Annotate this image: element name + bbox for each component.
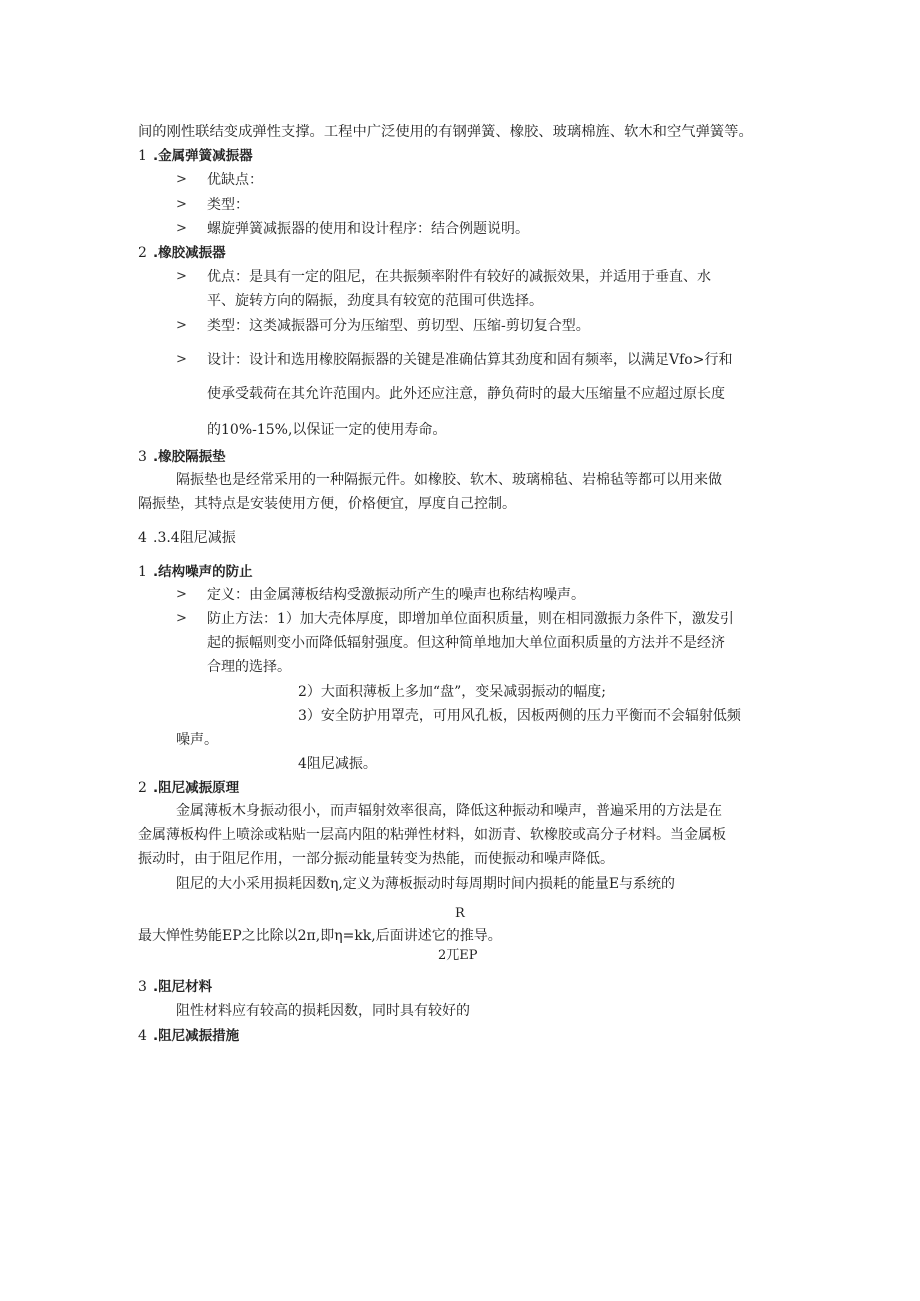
sub1-method4: 4阻尼减振。 (298, 756, 377, 772)
sec1-title: .金属弹簧减振器 (153, 148, 253, 164)
sub2-para1-line3: 振动时，由于阻尼作用，一部分振动能量转变为热能，而使振动和噪声降低。 (138, 851, 614, 867)
sub3-number: 3 (138, 979, 147, 995)
sec2-item1-line1: 优点：是具有一定的阻尼，在共振频率附件有较好的减振效果，并适用于垂直、水 (207, 269, 711, 285)
sec1-item: 优缺点： (207, 172, 263, 188)
bullet-icon: > (176, 269, 187, 284)
sub2-para2-line1: 阻尼的大小采用损耗因数η,定义为薄板振动时每周期时间内损耗的能量E与系统的 (176, 876, 676, 892)
sec2-item2: 类型：这类减振器可分为压缩型、剪切型、压缩-剪切复合型。 (207, 318, 590, 334)
bullet-icon: > (176, 318, 187, 333)
sec2-title: .橡胶减振器 (153, 245, 226, 261)
sub1-item2-line3: 合理的选择。 (207, 659, 291, 675)
sub1-method3-line1: 3）安全防护用罩壳，可用风孔板，因板两侧的压力平衡而不会辐射低频 (298, 708, 741, 724)
sub2-para2-line2: 最大惮性势能EP之比除以2π,即η=kk,后面讲述它的推导。 (138, 928, 502, 944)
sub3-para: 阻性材料应有较高的损耗因数，同时具有较好的 (176, 1003, 470, 1019)
sec2-item3-line3: 的10%-15%,以保证一定的使用寿命。 (207, 422, 447, 438)
sec1-item: 类型： (207, 197, 249, 213)
bullet-icon: > (176, 172, 187, 187)
sub1-item2-line1: 防止方法：1）加大壳体厚度，即增加单位面积质量，则在相同激振力条件下，激发引 (207, 611, 734, 627)
sec4-number: 4 (138, 530, 147, 546)
bullet-icon: > (176, 221, 187, 236)
intro-line: 间的刚性联结变成弹性支撑。工程中广泛使用的有钢弹簧、橡胶、玻璃棉旌、软木和空气弹簧等。 (138, 124, 753, 140)
sub1-item2-line2: 起的振幅则变小而降低辐射强度。但这种简单地加大单位面积质量的方法并不是经济 (207, 635, 725, 651)
sec1-number: 1 (138, 148, 147, 164)
sec4-title: .3.4阻尼减振 (153, 530, 236, 546)
sec2-item3-line2: 使承受载荷在其允许范围内。此外还应注意，静负荷时的最大压缩量不应超过原长度 (207, 386, 725, 402)
sec1-item: 螺旋弹簧减振器的使用和设计程序：结合例题说明。 (207, 221, 529, 237)
sec3-number: 3 (138, 449, 147, 465)
sub1-item1: 定义：由金属薄板结构受激振动所产生的噪声也称结构噪声。 (207, 587, 585, 603)
bullet-icon: > (176, 611, 187, 626)
sec3-para-line1: 隔振垫也是经常采用的一种隔振元件。如橡胶、软木、玻璃棉毡、岩棉毡等都可以用来做 (176, 472, 722, 488)
bullet-icon: > (176, 197, 187, 212)
sub1-method3-line2: 噪声。 (176, 732, 218, 748)
sub2-title: .阻尼减振原理 (153, 780, 240, 796)
sub2-para1-line1: 金属薄板木身振动很小，而声辐射效率很高，降低这种振动和噪声，普遍采用的方法是在 (176, 803, 722, 819)
sub4-number: 4 (138, 1028, 147, 1044)
sec2-item3-line1: 设计：设计和选用橡胶隔振器的关键是准确估算其劲度和固有频率，以满足Vfo>行和 (207, 352, 733, 368)
sub1-number: 1 (138, 564, 147, 580)
sec3-title: .橡胶隔振垫 (153, 449, 226, 465)
sub2-number: 2 (138, 780, 147, 796)
sub2-para1-line2: 金属薄板构件上喷涂或粘贴一层高内阻的粘弹性材料，如沥青、软橡胶或高分子材料。当金属板 (138, 827, 726, 843)
sub1-method2: 2）大面积薄板上多加“盘”，变呆减弱振动的幅度; (298, 684, 606, 700)
sec2-item1-line2: 平、旋转方向的隔振，劲度具有较宽的范围可供选择。 (207, 293, 543, 309)
sec2-number: 2 (138, 245, 147, 261)
bullet-icon: > (176, 587, 187, 602)
formula-denominator: 2兀EP (438, 948, 478, 963)
sub4-title: .阻尼减振措施 (153, 1028, 240, 1044)
sub3-title: .阻尼材料 (153, 979, 213, 995)
bullet-icon: > (176, 352, 187, 367)
formula-numerator: R (455, 906, 465, 921)
sub1-title: .结构噪声的防止 (153, 564, 253, 580)
sec3-para-line2: 隔振垫，其特点是安装使用方便，价格便宜，厚度自己控制。 (138, 496, 516, 512)
